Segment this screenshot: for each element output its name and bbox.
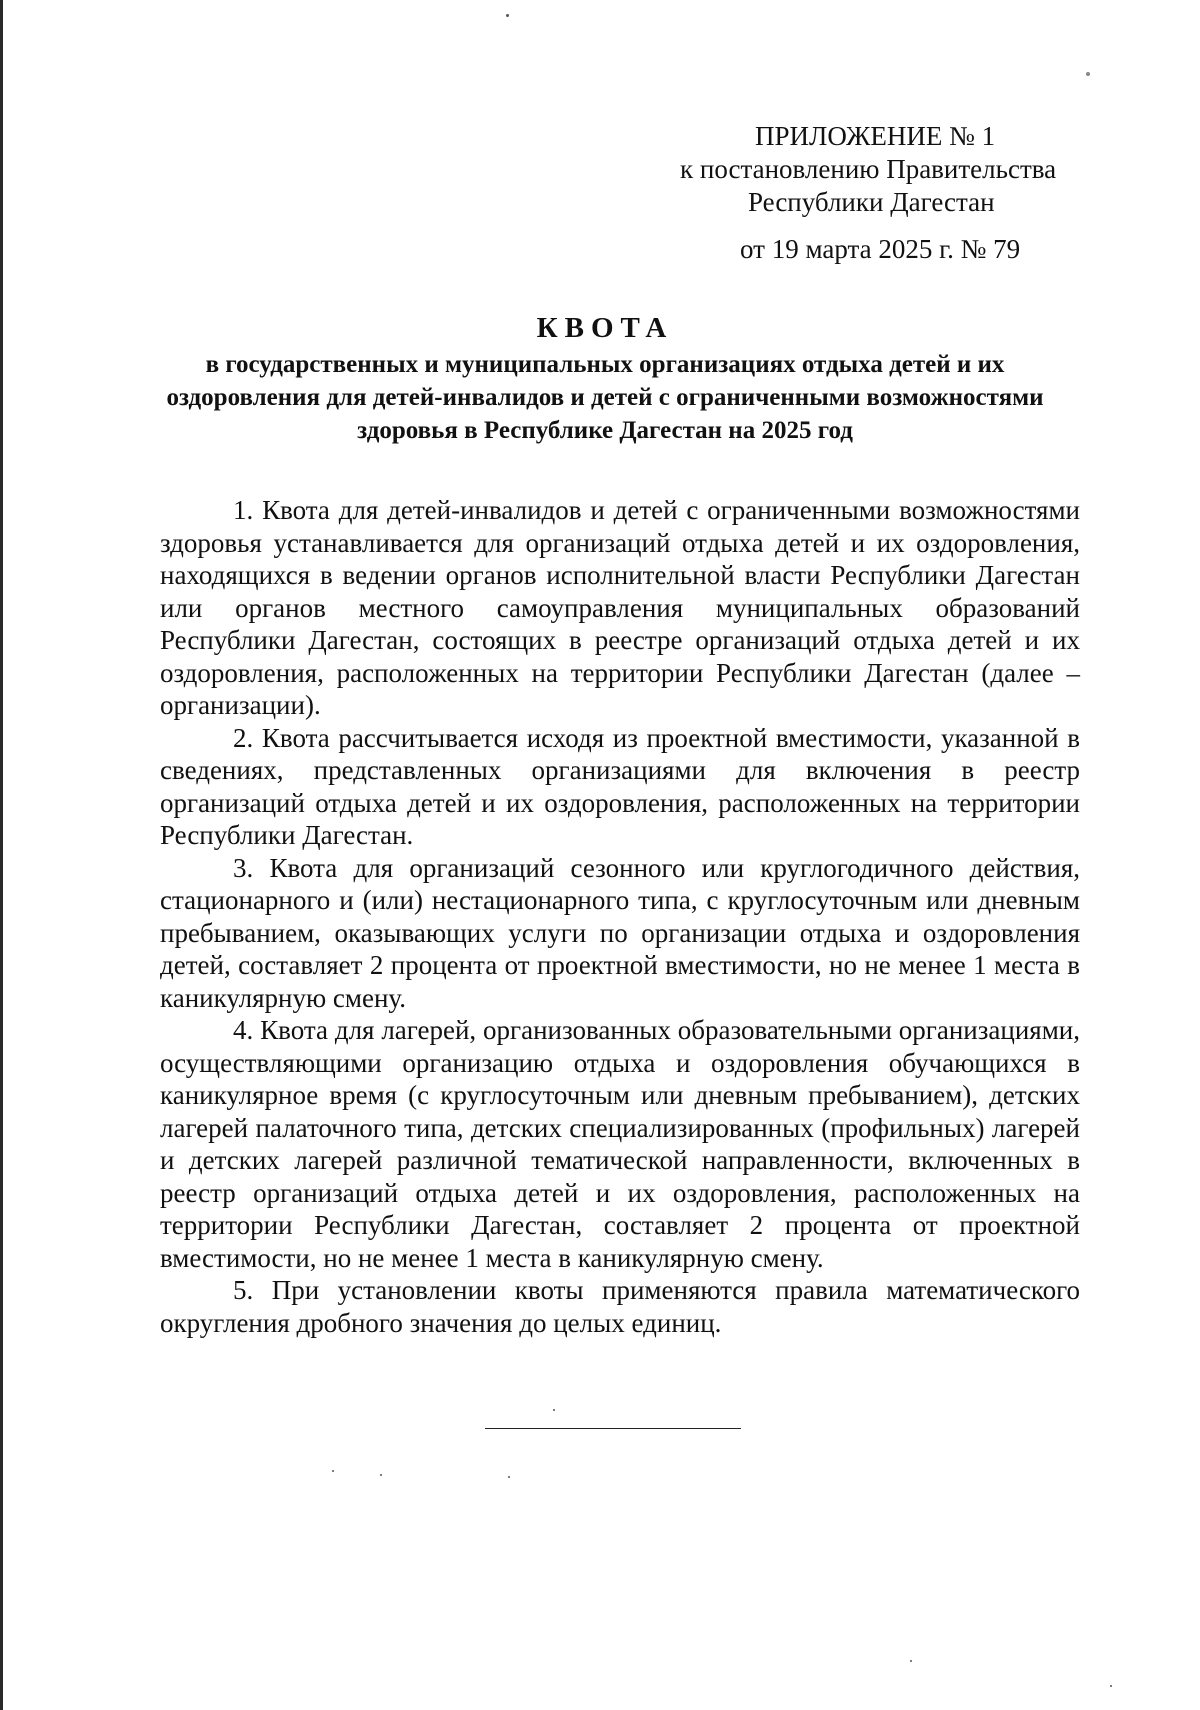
document-title [155, 310, 1055, 447]
scan-speck [1086, 72, 1090, 76]
paragraph-4: 4. Квота для лагерей, организованных образовательными организациями, осуществляющими организацию отдыха и оздоровления обучающихся в каникулярное время (с круглосуточным или дневным пребыванием), детских лагерей палаточного типа, детских специализированных (профильных) лагерей и детских лагерей различной тематической направленности, включенных в реестр организаций отдыха детей и их оздоровления, расположенных на территории Республики Дагестан, составляет 2 процента от проектной вместимости, но не менее 1 места в каникулярную смену. [160, 1015, 1080, 1273]
scan-speck [506, 14, 509, 17]
paragraph-5: 5. При установлении квоты применяются правила математического округления дробного значения до целых единиц. [160, 1275, 1080, 1338]
paragraph-3: 3. Квота для организаций сезонного или круглогодичного действия, стационарного и (или) нестационарного типа, с круглосуточным или дневным пребыванием, оказывающих услуги по организации отдыха и оздоровления детей, составляет 2 процента от проектной вместимости, но не менее 1 места в каникулярную смену. [160, 852, 1080, 1013]
appendix-number: ПРИЛОЖЕНИЕ № 1 [755, 121, 996, 151]
appendix-date: от 19 марта 2025 г. № 79 [740, 234, 1021, 264]
scan-speck [508, 1476, 510, 1478]
appendix-republic: Республики Дагестан [748, 187, 995, 217]
scan-edge [0, 0, 3, 1710]
paragraph-2: 2. Квота рассчитывается исходя из проектной вместимости, указанной в сведениях, представленных организациями для включения в реестр организаций отдыха детей и их оздоровления, расположенных на территории Республики Дагестан. [160, 722, 1080, 850]
appendix-resolution-ref: к постановлению Правительства [680, 154, 1057, 184]
scan-speck [910, 1660, 912, 1662]
scan-speck [380, 1474, 382, 1476]
paragraph-1: 1. Квота для детей-инвалидов и детей с ограниченными возможностями здоровья устанавливается для организаций отдыха детей и их оздоровления, находящихся в ведении органов исполнительной власти Республики Дагестан или органов местного самоуправления муниципальных образований Республики Дагестан, состоящих в реестре организаций отдыха детей и их оздоровления, расположенных на территории Республики Дагестан (далее – организации). [160, 495, 1080, 720]
scan-speck [332, 1470, 334, 1472]
title-main: КВОТА [536, 312, 674, 344]
scan-speck [553, 1409, 555, 1411]
appendix-header [680, 120, 1100, 266]
end-separator-line [485, 1428, 741, 1429]
title-subtitle: в государственных и муниципальных организациях отдыха детей и их оздоровления для детей-инвалидов и детей с ограниченными возможностями здоровья в Республике Дагестан на 2025 год [166, 351, 1044, 444]
scan-speck [1110, 1685, 1112, 1687]
document-body [160, 494, 1080, 1339]
